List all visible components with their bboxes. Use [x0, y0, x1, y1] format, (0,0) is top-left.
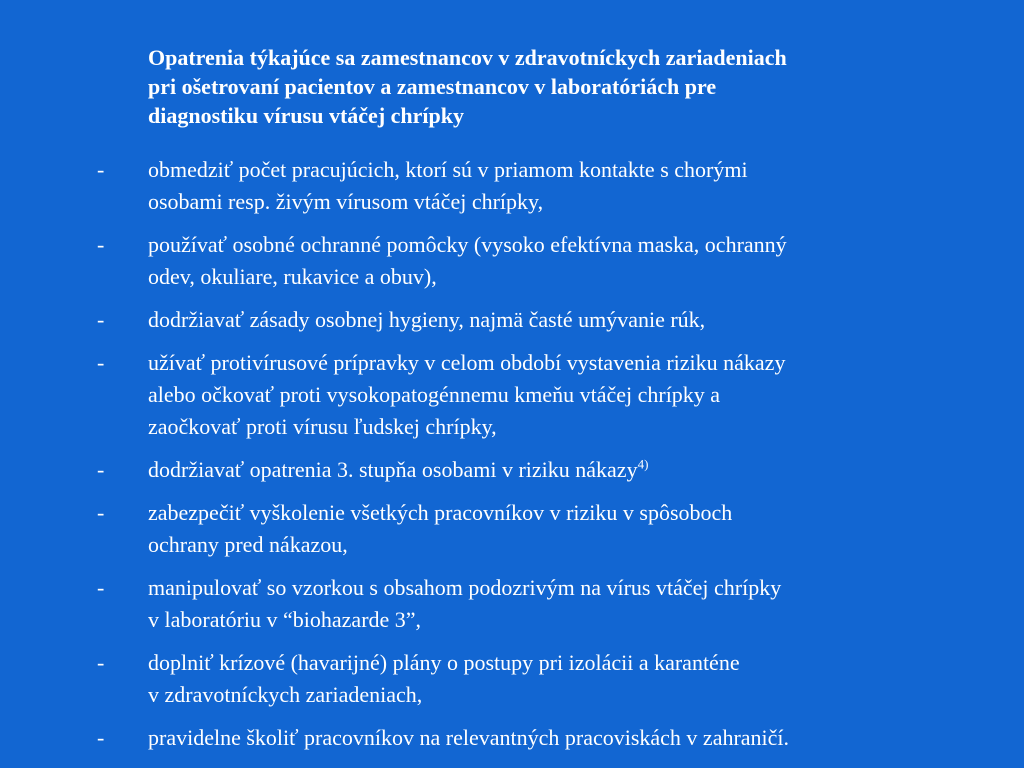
list-item-text: obmedziť počet pracujúcich, ktorí sú v priamom kontakte s chorými osobami resp. živým vírusom vtáčej chrípky, — [148, 157, 748, 214]
bullet-dash: - — [97, 650, 105, 675]
list-item-text: dodržiavať zásady osobnej hygieny, najmä časté umývanie rúk, — [148, 307, 706, 332]
list-item — [0, 229, 1024, 293]
list-item — [0, 454, 1024, 486]
list-item-text: pravidelne školiť pracovníkov na relevantných pracoviskách v zahraničí. — [148, 725, 790, 750]
bullet-dash: - — [97, 157, 105, 182]
list-item — [0, 154, 1024, 218]
bullet-dash: - — [97, 232, 105, 257]
list-item — [0, 647, 1024, 711]
list-item — [0, 497, 1024, 561]
bullet-dash: - — [97, 500, 105, 525]
bullet-dash: - — [97, 725, 105, 750]
footnote-reference: 4) — [637, 456, 649, 472]
bullet-dash: - — [97, 457, 105, 482]
list-item-main-text: dodržiavať opatrenia 3. stupňa osobami v riziku nákazy — [148, 457, 638, 482]
list-item-text: doplniť krízové (havarijné) plány o postupy pri izolácii a karanténe v zdravotníckych zariadeniach, — [148, 650, 740, 707]
list-item — [0, 347, 1024, 443]
list-item-text: manipulovať so vzorkou s obsahom podozrivým na vírus vtáčej chrípky v laboratóriu v “biohazarde 3”, — [148, 575, 782, 632]
list-item-text — [148, 454, 998, 486]
bullet-dash: - — [97, 575, 105, 600]
list-item-text: užívať protivírusové prípravky v celom období vystavenia riziku nákazy alebo očkovať proti vysokopatogénnemu kmeňu vtáčej chrípky a zaočkovať proti vírusu ľudskej chrípky, — [148, 350, 786, 439]
list-item — [0, 572, 1024, 636]
list-item — [0, 722, 1024, 754]
list-item-text: zabezpečiť vyškolenie všetkých pracovníkov v riziku v spôsoboch ochrany pred nákazou, — [148, 500, 733, 557]
bullet-dash: - — [97, 307, 105, 332]
list-item-text: používať osobné ochranné pomôcky (vysoko efektívna maska, ochranný odev, okuliare, rukavice a obuv), — [148, 232, 787, 289]
bullet-list — [0, 154, 1024, 765]
bullet-dash: - — [97, 350, 105, 375]
slide-title: Opatrenia týkajúce sa zamestnancov v zdravotníckych zariadeniach pri ošetrovaní pacientov a zamestnancov v laboratóriách pre diagnostiku vírusu vtáčej chrípky — [148, 45, 787, 128]
list-item — [0, 304, 1024, 336]
